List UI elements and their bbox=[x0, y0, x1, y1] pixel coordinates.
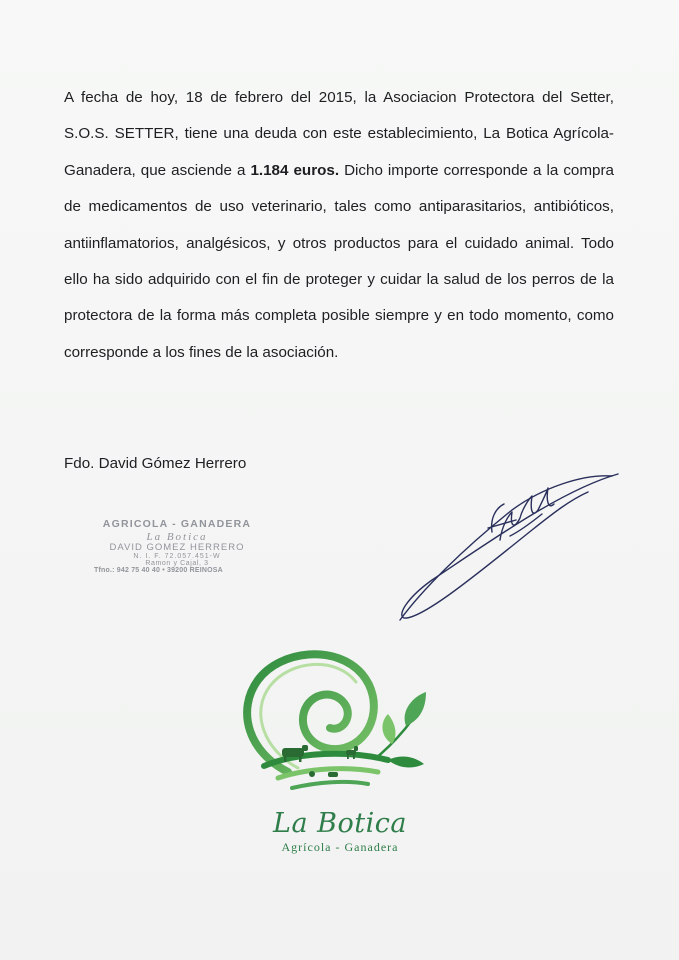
stamp-line-nif: N. I. F. 72.057.451-W bbox=[133, 553, 221, 560]
logo-subtitle: Agrícola - Ganadera bbox=[281, 840, 399, 854]
paragraph-text-before-amount: A fecha de hoy, 18 de febrero del 2015, la Asociacion Protectora del Setter, S.O.S. SETTER, tiene una deuda con este establecimiento, La Botica Agrícola-Ganadera, que asciende a bbox=[64, 89, 614, 179]
debt-amount: 1.184 euros. bbox=[250, 161, 340, 179]
signer-name: Fdo. David Gómez Herrero bbox=[64, 455, 247, 472]
logo-name: La Botica bbox=[273, 808, 407, 839]
letter-body bbox=[64, 80, 614, 371]
stamp-line-business-type: AGRICOLA - GANADERA bbox=[102, 518, 252, 530]
stamp-line-owner: DAVID GOMEZ HERRERO bbox=[109, 542, 245, 553]
la-botica-logo-icon bbox=[228, 640, 438, 800]
handwritten-signature bbox=[392, 470, 622, 625]
paragraph-text-after-amount: Dicho importe corresponde a la compra de medicamentos de uso veterinario, tales como antiparasitarios, antibióticos, antiinflamatorios, analgésicos, y otros productos para el cuidado animal. Todo ello ha sido adquirido con el fin de proteger y cuidar la salud de los perros de la protectora de la forma más completa posible siempre y en todo momento, como corresponde a los fines de la asociación. bbox=[64, 161, 614, 361]
stamp-line-address: Ramon y Cajal, 3 bbox=[145, 560, 209, 567]
company-stamp bbox=[92, 518, 262, 574]
stamp-line-name: La Botica bbox=[146, 531, 208, 543]
letter-paragraph bbox=[64, 80, 614, 371]
stamp-line-phone: Tfno.: 942 75 40 40 • 39200 REINOSA bbox=[94, 567, 223, 574]
